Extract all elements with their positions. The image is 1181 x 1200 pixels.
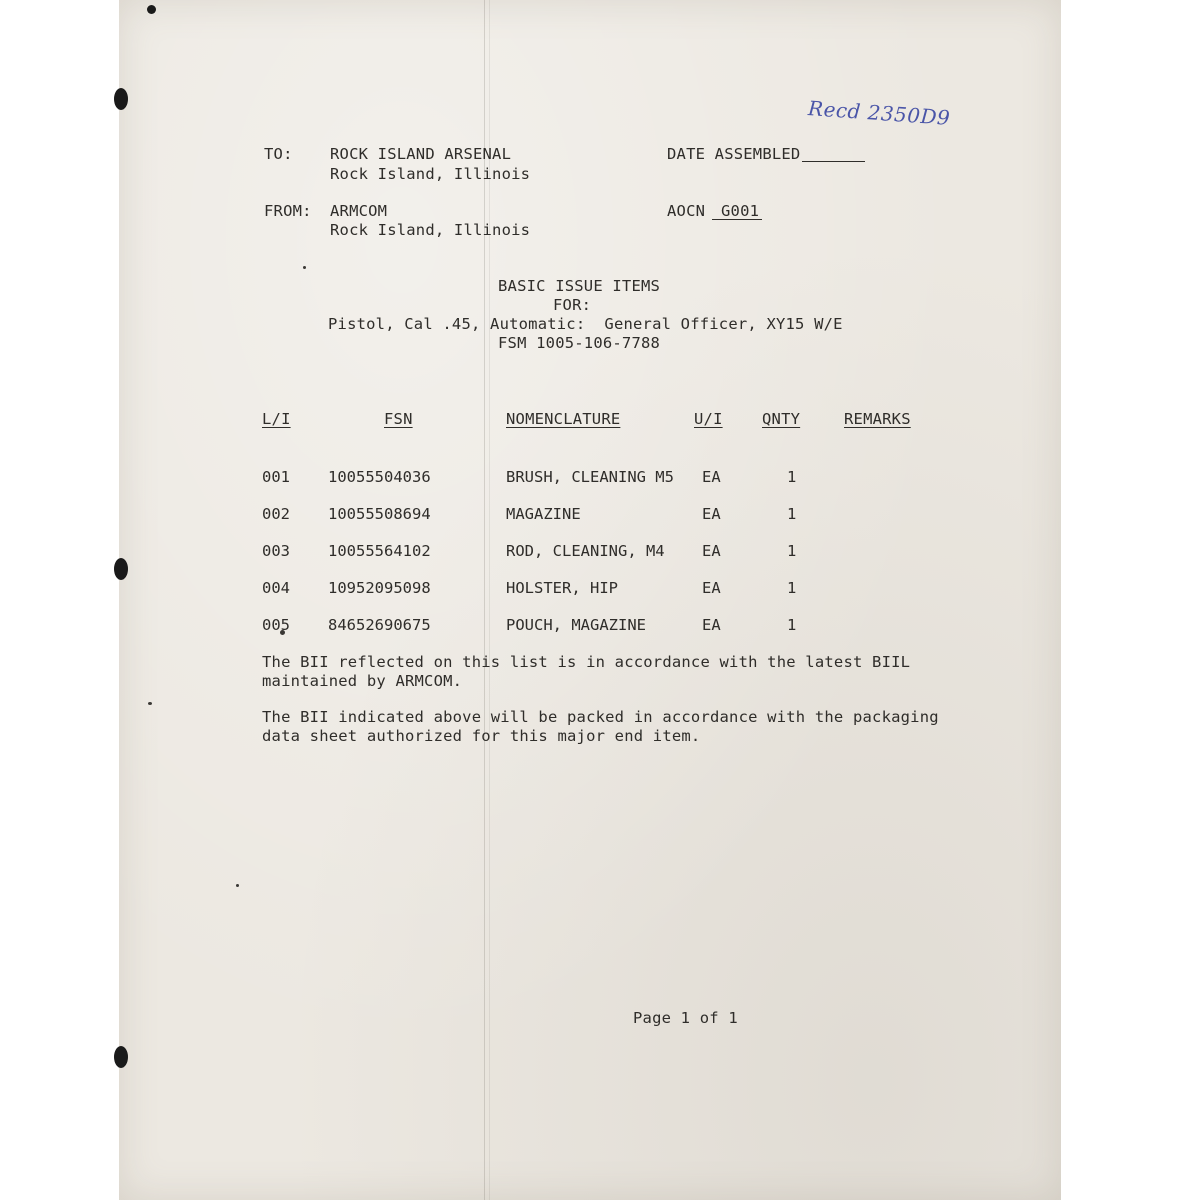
col-header-li: L/I: [262, 410, 291, 428]
date-assembled-label: DATE ASSEMBLED: [667, 145, 801, 163]
item-fsm: FSM 1005-106-7788: [498, 334, 661, 352]
row-qnty: 1: [787, 468, 797, 486]
from-address-line2: Rock Island, Illinois: [330, 221, 531, 239]
punch-hole: [147, 5, 156, 14]
page-number: Page 1 of 1: [633, 1009, 738, 1027]
to-address-line1: ROCK ISLAND ARSENAL: [330, 145, 512, 163]
to-label: TO:: [264, 145, 293, 163]
aocn-label: AOCN: [667, 202, 706, 220]
date-assembled-blank: [802, 161, 865, 162]
row-nomenclature: MAGAZINE: [506, 505, 581, 523]
row-qnty: 1: [787, 579, 797, 597]
row-ui: EA: [702, 579, 721, 597]
ink-speck: [236, 884, 239, 887]
row-ui: EA: [702, 616, 721, 634]
row-fsn: 10952095098: [328, 579, 431, 597]
ink-speck: [303, 266, 306, 269]
punch-hole: [114, 558, 128, 580]
row-li: 005: [262, 616, 290, 634]
col-header-ui: U/I: [694, 410, 723, 428]
document-sheet: [119, 0, 1061, 1200]
row-nomenclature: BRUSH, CLEANING M5: [506, 468, 674, 486]
col-header-qnty: QNTY: [762, 410, 801, 428]
row-nomenclature: HOLSTER, HIP: [506, 579, 618, 597]
punch-hole: [114, 88, 128, 110]
row-nomenclature: POUCH, MAGAZINE: [506, 616, 646, 634]
col-header-fsn: FSN: [384, 410, 413, 428]
col-header-remarks: REMARKS: [844, 410, 911, 428]
row-fsn: 10055508694: [328, 505, 431, 523]
row-ui: EA: [702, 468, 721, 486]
row-li: 004: [262, 579, 290, 597]
doc-title: BASIC ISSUE ITEMS: [498, 277, 661, 295]
aocn-value: G001: [721, 202, 760, 220]
punch-hole: [114, 1046, 128, 1068]
handwritten-note: Recd 2350D9: [807, 96, 952, 130]
row-li: 001: [262, 468, 290, 486]
to-address-line2: Rock Island, Illinois: [330, 165, 531, 183]
row-fsn: 10055504036: [328, 468, 431, 486]
row-qnty: 1: [787, 616, 797, 634]
from-label: FROM:: [264, 202, 312, 220]
row-li: 003: [262, 542, 290, 560]
row-ui: EA: [702, 542, 721, 560]
note-paragraph-1-line2: maintained by ARMCOM.: [262, 672, 463, 690]
row-nomenclature: ROD, CLEANING, M4: [506, 542, 665, 560]
note-paragraph-1-line1: The BII reflected on this list is in accordance with the latest BIIL: [262, 653, 911, 671]
row-fsn: 10055564102: [328, 542, 431, 560]
row-ui: EA: [702, 505, 721, 523]
note-paragraph-2-line1: The BII indicated above will be packed in accordance with the packaging: [262, 708, 939, 726]
row-qnty: 1: [787, 542, 797, 560]
item-description: Pistol, Cal .45, Automatic: General Officer, XY15 W/E: [328, 315, 843, 333]
row-fsn: 84652690675: [328, 616, 431, 634]
row-li: 002: [262, 505, 290, 523]
doc-title-for: FOR:: [553, 296, 592, 314]
note-paragraph-2-line2: data sheet authorized for this major end item.: [262, 727, 701, 745]
ink-speck: [148, 702, 152, 705]
from-address-line1: ARMCOM: [330, 202, 388, 220]
col-header-nomenclature: NOMENCLATURE: [506, 410, 621, 428]
row-qnty: 1: [787, 505, 797, 523]
